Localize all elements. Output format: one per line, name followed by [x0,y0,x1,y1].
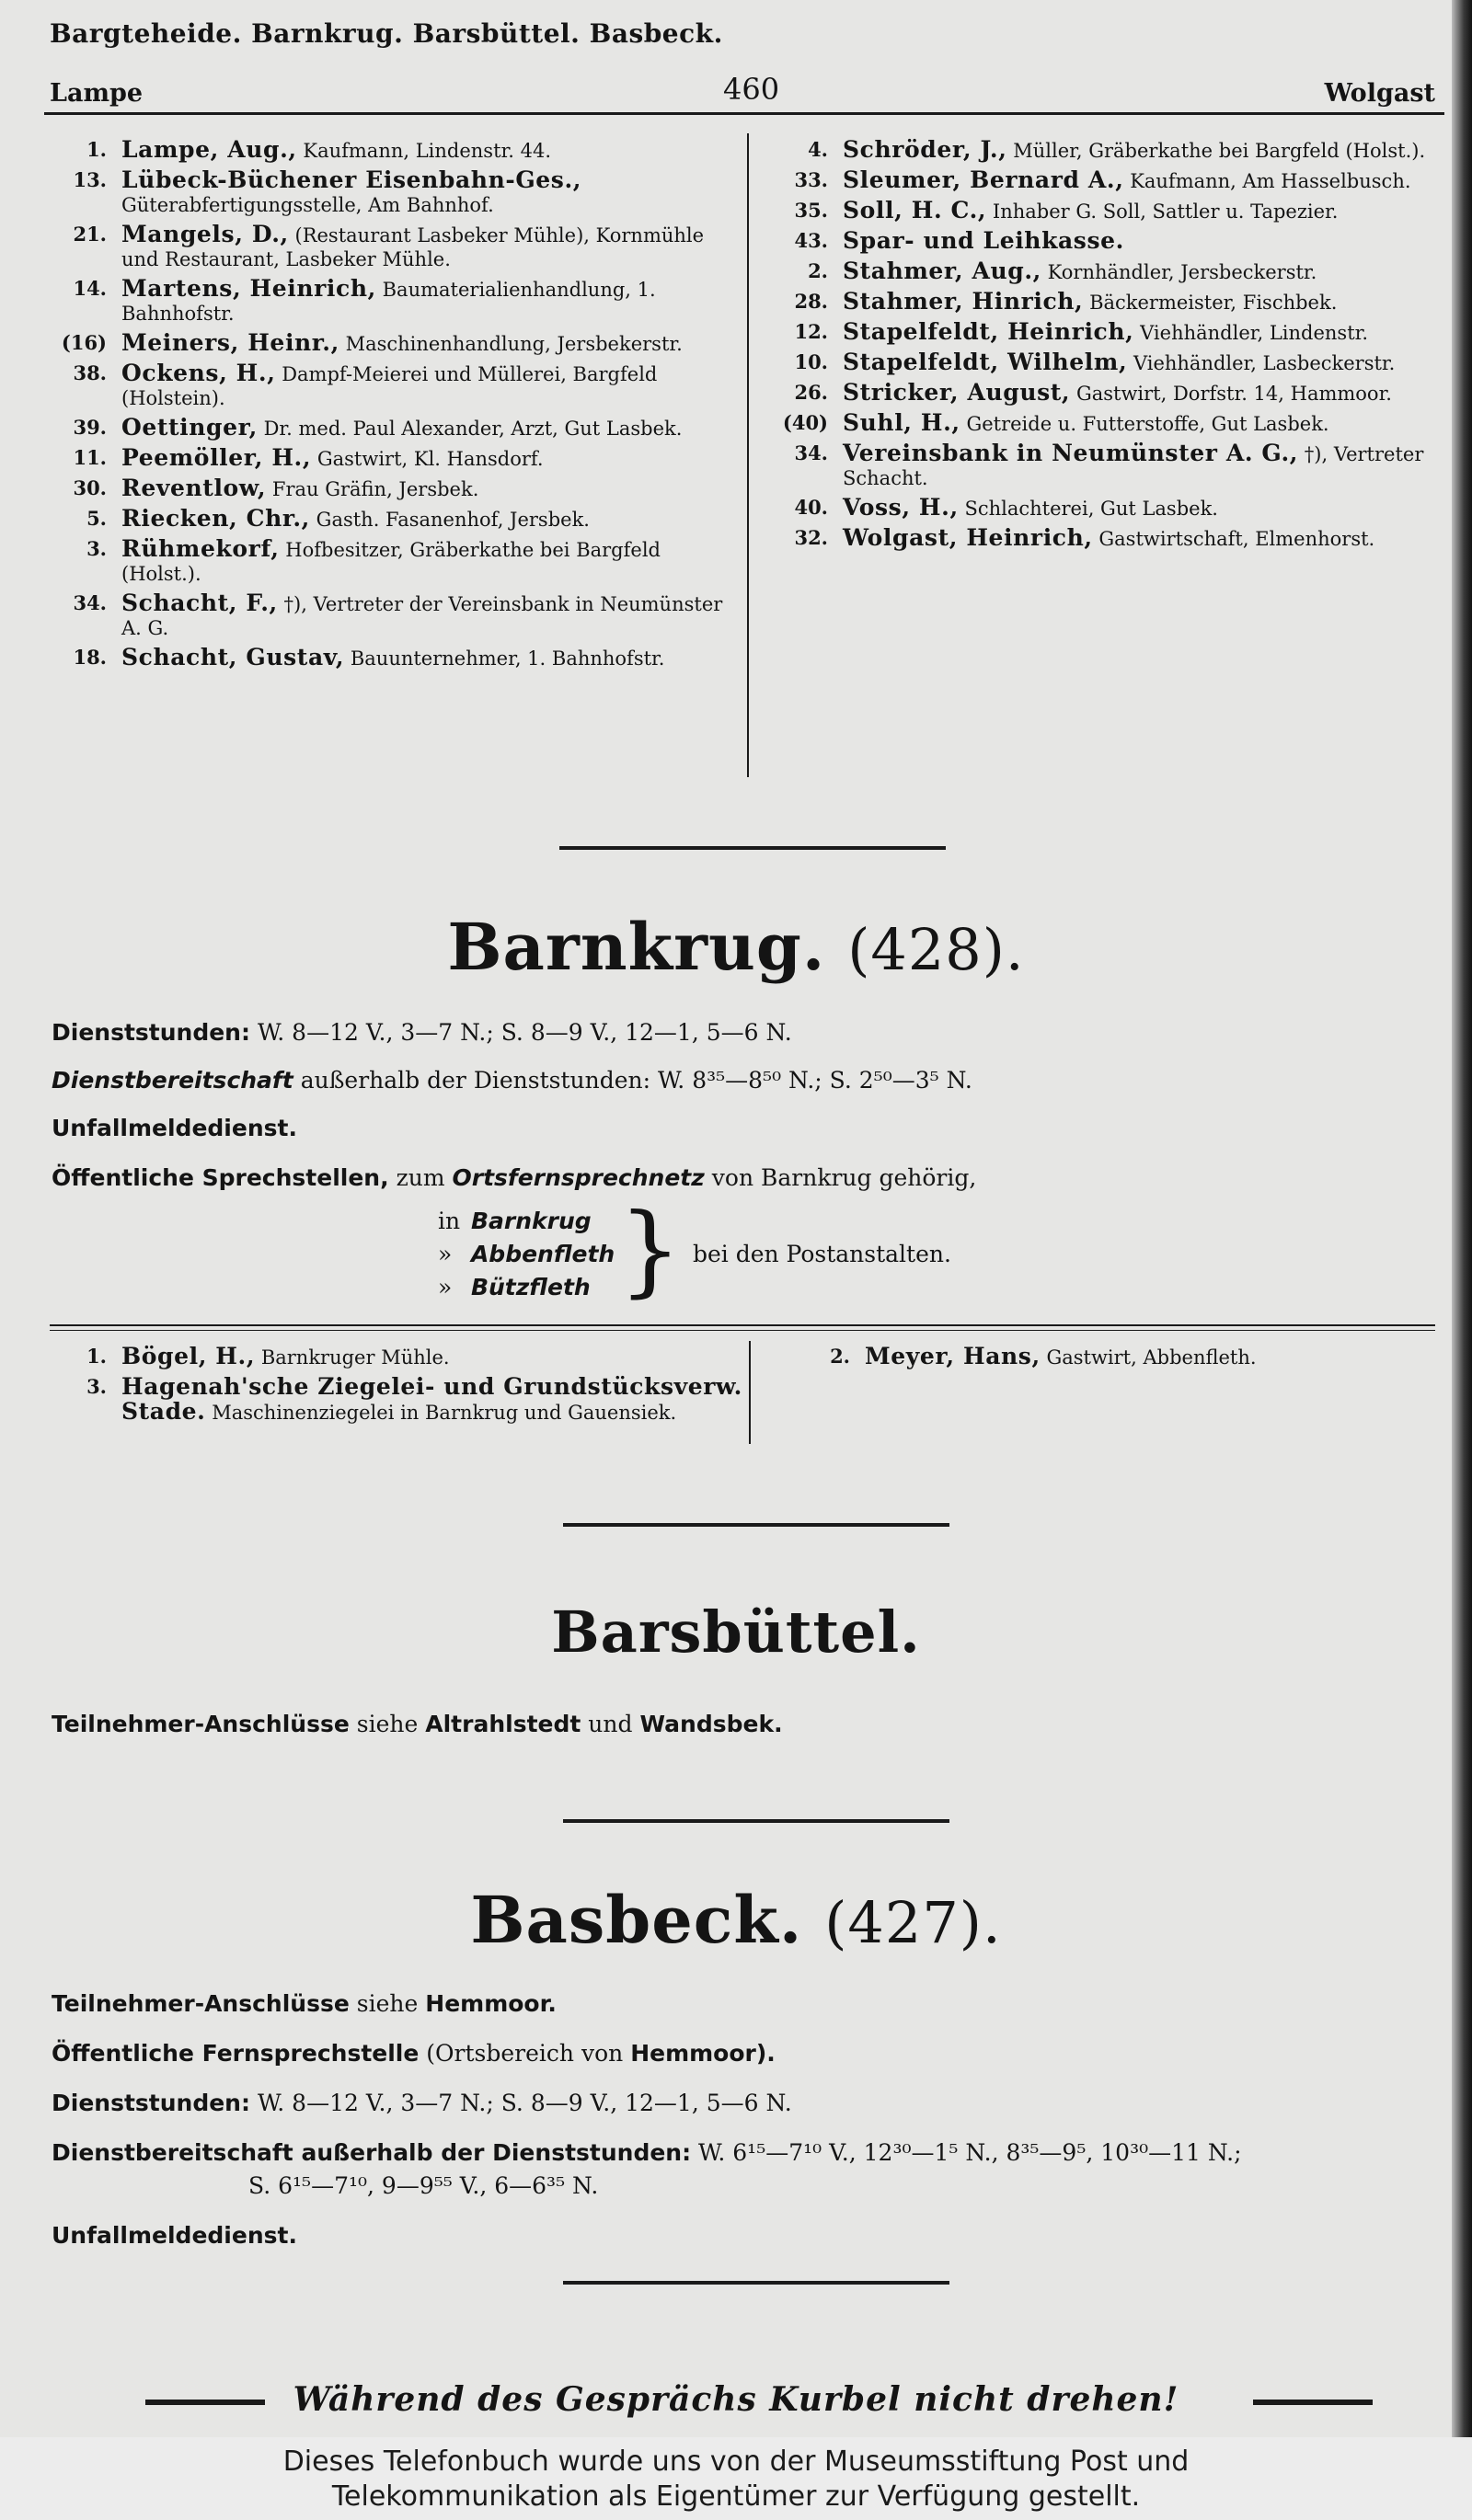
entry-body [843,290,1443,315]
place-item [438,1205,615,1238]
entry-number: 35. [794,199,828,222]
place-name: Abbenfleth [470,1241,615,1267]
accident-service: Unfallmeldedienst. [52,2222,297,2249]
barnkrug-left-column [50,1345,749,1430]
entry-body [121,168,730,217]
entry-name: Stahmer, Hinrich, [843,288,1084,315]
barnkrug-standby-line [52,1065,1432,1096]
entry-name: Sleumer, Bernard A., [843,166,1124,193]
standby-weekday: W. 6¹⁵—7¹⁰ V., 12³⁰—1⁵ N., 8³⁵—9⁵, 10³⁰—11 N.; [698,2139,1242,2166]
slogan-right-rule [1253,2400,1373,2405]
entry-description: Kaufmann, Lindenstr. 44. [303,140,551,162]
entry-number: 40. [794,496,828,519]
list-item [771,381,1443,406]
entry-number: 4. [808,138,828,161]
ref-hemmoor: Hemmoor. [425,1990,557,2017]
list-item [50,361,730,410]
section-divider [563,1523,949,1527]
entry-name: Meiners, Heinr., [121,329,339,356]
place-item [438,1271,615,1304]
entry-name: Peemöller, H., [121,444,312,471]
entry-body [121,138,730,163]
entry-name: Riecken, Chr., [121,505,310,532]
barnkrug-hours-line [52,1017,1432,1048]
hours-label: Dienststunden: [52,1019,250,1046]
hours-label: Dienststunden: [52,2090,250,2116]
basbeck-public-line [52,2038,1432,2069]
section-divider [563,2281,949,2285]
basbeck-hours-line [52,2088,1432,2119]
entry-name: Hagenah'sche Ziegelei- und Grundstücksverw. Stade. [121,1373,742,1425]
public-label: Öffentliche Sprechstellen, [52,1164,389,1191]
basbeck-heading: Basbeck. [470,1882,803,1958]
entry-description: †), Vertreter Schacht. [843,443,1424,489]
entry-name: Voss, H., [843,494,959,521]
list-item [50,1345,749,1369]
list-item [771,290,1443,315]
list-item [771,168,1443,193]
entry-name: Meyer, Hans, [865,1343,1041,1369]
entry-body [843,381,1443,406]
entry-name: Reventlow, [121,475,267,501]
standby-label: Dienstbereitschaft [52,1067,293,1094]
bargteheide-left-column [50,138,730,676]
list-item [771,496,1443,521]
entry-number: 34. [73,591,107,614]
list-item [771,441,1443,490]
disclaimer-bar [0,2437,1472,2520]
entry-number: 1. [86,1345,107,1368]
entry-body [843,229,1443,254]
bargteheide-right-column [771,138,1443,556]
subscriber-label: Teilnehmer-Anschlüsse [52,1990,350,2017]
entry-number: 18. [73,646,107,669]
entry-description: Baumaterialienhandlung, 1. Bahnhofstr. [121,279,656,325]
entry-description: Maschinenziegelei in Barnkrug und Gauensiek. [212,1402,677,1424]
entry-description: Bauunternehmer, 1. Bahnhofstr. [350,647,665,670]
standby-times: W. 8³⁵—8⁵⁰ N.; S. 2⁵⁰—3⁵ N. [657,1067,972,1094]
page-edge-shadow [1452,0,1472,2437]
hours-value: W. 8—12 V., 3—7 N.; S. 8—9 V., 12—1, 5—6 N. [257,2090,792,2116]
entry-number: 30. [73,476,107,499]
entry-number: 21. [73,223,107,246]
entry-description: Frau Gräfin, Jersbek. [271,478,479,500]
column-divider [747,133,749,777]
place-name: Bützfleth [470,1274,591,1300]
entry-name: Stahmer, Aug., [843,258,1041,284]
list-item [771,350,1443,375]
entry-description: Güterabfertigungsstelle, Am Bahnhof. [121,194,494,216]
entry-body [865,1345,1437,1369]
basbeck-standby-line [52,2137,1432,2169]
entry-body [121,591,730,640]
list-item [50,646,730,670]
entry-number: 2. [830,1345,850,1368]
standby-text: außerhalb der Dienststunden: [300,1067,651,1094]
entry-body [121,1375,749,1425]
basbeck-title [0,1882,1472,1958]
entry-body [843,320,1443,345]
entry-description: †), Vertreter der Vereinsbank in Neumünster A. G. [121,593,723,639]
entry-description: Viehhändler, Lindenstr. [1140,322,1369,344]
brace-symbol: } [618,1193,682,1308]
entry-number: 26. [794,381,828,404]
list-item [50,168,730,217]
list-item [50,446,730,471]
entry-number: 1. [86,138,107,161]
entry-number: 10. [794,350,828,373]
entry-description: Kaufmann, Am Hasselbusch. [1130,170,1411,192]
barnkrug-public-line [52,1163,1432,1194]
entry-body [121,416,730,441]
basbeck-standby-sunday: S. 6¹⁵—7¹⁰, 9—9⁵⁵ V., 6—6³⁵ N. [248,2172,599,2199]
entry-name: Martens, Heinrich, [121,275,376,302]
entry-number: (16) [61,331,107,354]
places-note: bei den Postanstalten. [692,1241,951,1267]
header-first-name: Lampe [50,79,144,108]
entry-number: (40) [782,411,828,434]
see-word: siehe [356,1990,419,2017]
ref-hemmoor: Hemmoor). [630,2040,776,2067]
standby-label: Dienstbereitschaft außerhalb der Dienststunden: [52,2139,692,2166]
barnkrug-top-rule-2 [50,1330,1435,1331]
barnkrug-title [0,909,1472,985]
public-mid: zum [396,1164,445,1191]
list-item [771,526,1443,551]
barnkrug-column-divider [749,1341,751,1444]
places-list [438,1205,615,1304]
entry-body [843,138,1443,163]
barnkrug-places [438,1193,951,1308]
barnkrug-right-column [793,1345,1437,1375]
entry-description: Gastwirtschaft, Elmenhorst. [1098,528,1375,550]
entry-body [121,646,730,670]
list-item [771,199,1443,223]
entry-name: Oettinger, [121,414,258,441]
entry-number: 39. [73,416,107,439]
public-network: Ortsfernsprechnetz [452,1164,705,1191]
entry-number: 3. [86,1375,107,1398]
entry-name: Lampe, Aug., [121,136,297,163]
entry-number: 11. [73,446,107,469]
list-item [50,476,730,501]
entry-body [121,1345,749,1369]
entry-number: 34. [794,441,828,464]
entry-body [121,277,730,326]
header-rule [44,112,1444,115]
entry-name: Stapelfeldt, Heinrich, [843,318,1134,345]
entry-description: Gastwirt, Dorfstr. 14, Hammoor. [1075,383,1392,405]
entry-description: Kornhändler, Jersbeckerstr. [1047,261,1317,283]
basbeck-accident-line [52,2220,1432,2251]
accident-service: Unfallmeldedienst. [52,1115,297,1141]
list-item [50,223,730,271]
entry-number: 5. [86,507,107,530]
entry-description: Schlachterei, Gut Lasbek. [964,498,1218,520]
entry-number: 33. [794,168,828,191]
entry-number: 13. [73,168,107,191]
entry-body [843,259,1443,284]
entry-body [121,476,730,501]
entry-number: 38. [73,361,107,384]
section-divider [559,846,946,850]
list-item [50,331,730,356]
entry-body [121,331,730,356]
entry-body [843,199,1443,223]
entry-name: Soll, H. C., [843,197,987,223]
entry-body [843,350,1443,375]
entry-body [843,168,1443,193]
entry-description: Dr. med. Paul Alexander, Arzt, Gut Lasbek. [263,418,683,440]
entry-number: 2. [808,259,828,282]
entry-description: Gastwirt, Kl. Hansdorf. [316,448,544,470]
list-item [50,507,730,532]
basbeck-subscriber-line [52,1988,1432,2020]
entry-number: 12. [794,320,828,343]
basbeck-code: (427). [824,1889,1002,1956]
disclaimer-line-2: Telekommunikation als Eigentümer zur Verfügung gestellt. [331,2480,1141,2513]
entry-number: 3. [86,537,107,560]
list-item [771,411,1443,436]
place-prefix: » [438,1274,453,1300]
barnkrug-top-rule [50,1324,1435,1326]
list-item [771,259,1443,284]
entry-name: Mangels, D., [121,221,289,247]
entry-name: Wolgast, Heinrich, [843,524,1093,551]
entry-name: Ockens, H., [121,360,276,386]
entry-description: Dampf-Meierei und Müllerei, Bargfeld (Holstein). [121,363,658,409]
entry-description: Maschinenhandlung, Jersbekerstr. [345,333,683,355]
public-end: von Barnkrug gehörig, [711,1164,977,1191]
footer-slogan: Während des Gesprächs Kurbel nicht drehen! [293,2380,1179,2419]
public-station-text: (Ortsbereich von [426,2040,624,2067]
entry-number: 28. [794,290,828,313]
place-item [438,1238,615,1271]
entry-body [121,537,730,586]
section-divider [563,1819,949,1823]
barnkrug-heading: Barnkrug. [447,909,826,985]
entry-description: Müller, Gräberkathe bei Bargfeld (Holst.). [1013,140,1426,162]
entry-description: Gastwirt, Abbenfleth. [1046,1346,1257,1369]
see-word: siehe [356,1711,419,1737]
entry-name: Rühmekorf, [121,535,280,562]
place-prefix: » [438,1241,453,1267]
entry-description: Bäckermeister, Fischbek. [1089,292,1338,314]
entry-name: Bögel, H., [121,1343,256,1369]
entry-body [121,361,730,410]
entry-name: Schacht, F., [121,590,278,616]
entry-body [843,441,1443,490]
entry-name: Stricker, August, [843,379,1071,406]
list-item [793,1345,1437,1369]
entry-number: 32. [794,526,828,549]
entry-description: Barnkruger Mühle. [260,1346,450,1369]
entry-number: 43. [794,229,828,252]
list-item [771,138,1443,163]
entry-body [843,496,1443,521]
barnkrug-code: (428). [847,916,1025,983]
entry-body [121,223,730,271]
entry-body [121,446,730,471]
list-item [50,537,730,586]
page-number: 460 [723,72,780,107]
entry-name: Spar- und Leihkasse. [843,227,1124,254]
ref-wandsbek: Wandsbek. [639,1711,783,1737]
hours-value: W. 8—12 V., 3—7 N.; S. 8—9 V., 12—1, 5—6 N. [257,1019,792,1046]
and-word: und [588,1711,633,1737]
entry-name: Lübeck-Büchener Eisenbahn-Ges., [121,166,582,193]
list-item [771,229,1443,254]
header-last-name: Wolgast [1324,79,1435,108]
barsbuettel-title: Barsbüttel. [551,1598,921,1666]
entry-name: Schröder, J., [843,136,1007,163]
entry-description: Viehhändler, Lasbeckerstr. [1133,352,1396,374]
place-prefix: in [438,1208,461,1234]
list-item [50,138,730,163]
entry-description: Gasth. Fasanenhof, Jersbek. [316,509,590,531]
place-name: Barnkrug [470,1208,592,1234]
entry-description: Inhaber G. Soll, Sattler u. Tapezier. [992,200,1339,223]
entry-description: Hofbesitzer, Gräberkathe bei Bargfeld (Holst.). [121,539,661,585]
entry-name: Suhl, H., [843,409,960,436]
list-item [50,591,730,640]
entry-name: Schacht, Gustav, [121,644,345,670]
entry-description: (Restaurant Lasbeker Mühle), Kornmühle und Restaurant, Lasbeker Mühle. [121,224,705,270]
entry-body [843,526,1443,551]
public-station-label: Öffentliche Fernsprechstelle [52,2040,420,2067]
list-item [50,416,730,441]
list-item [50,1375,749,1425]
entry-name: Stapelfeldt, Wilhelm, [843,349,1128,375]
disclaimer-line-1: Dieses Telefonbuch wurde uns von der Museumsstiftung Post und [282,2446,1190,2478]
barsbuettel-line [52,1709,1432,1740]
entry-number: 14. [73,277,107,300]
list-item [771,320,1443,345]
running-head: Bargteheide. Barnkrug. Barsbüttel. Basbeck. [50,18,723,49]
ref-altrahlstedt: Altrahlstedt [425,1711,581,1737]
entry-name: Vereinsbank in Neumünster A. G., [843,440,1299,466]
page-header [50,72,1435,109]
list-item [50,277,730,326]
entry-body [121,507,730,532]
entry-body [843,411,1443,436]
barnkrug-accident-line [52,1113,1432,1144]
entry-description: Getreide u. Futterstoffe, Gut Lasbek. [966,413,1329,435]
subscriber-label: Teilnehmer-Anschlüsse [52,1711,350,1737]
